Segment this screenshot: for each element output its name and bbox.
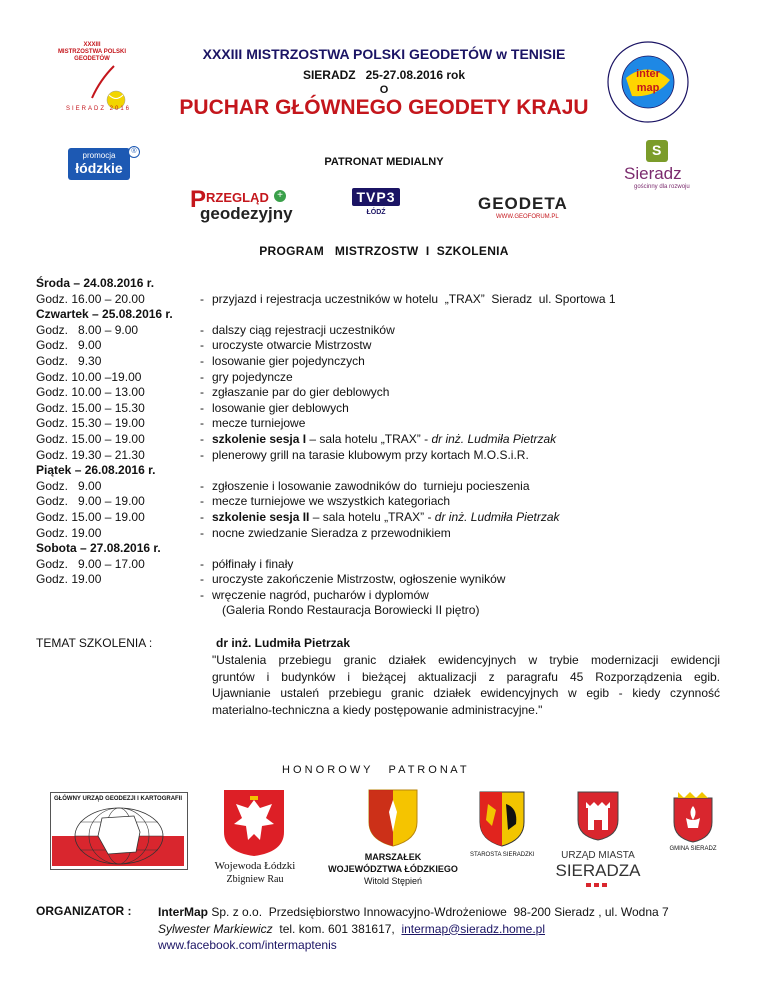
time-slot: Godz. 15.00 – 15.30	[36, 400, 145, 415]
tournament-logo-bottom: SIERADZ 2016	[66, 106, 132, 112]
sieradz-logo-tagline: gościnny dla rozwoju	[634, 184, 690, 190]
activity: losowanie gier pojedynczych	[212, 353, 365, 368]
temat-body	[212, 652, 720, 718]
session-label: szkolenie sesja II	[212, 509, 310, 524]
time-slot: Godz. 15.00 – 19.00	[36, 509, 145, 524]
activity: mecze turniejowe we wszystkich kategoriach	[212, 494, 451, 509]
starosta-logo	[470, 790, 534, 870]
activity: nocne zwiedzanie Sieradza z przewodnikiem	[212, 525, 451, 540]
wojewoda-title: Wojewoda Łódzki	[214, 860, 296, 872]
przeglad-line2: geodezyjny	[200, 204, 293, 223]
session-lecturer: dr inż. Ludmiła Pietrzak	[431, 431, 557, 446]
time-slot: Godz. 16.00 – 20.00	[36, 291, 145, 306]
temat-line: Ujawnianie ustaleń przebiegu granic działek ewidencyjnych w egib - kiedy czynność	[212, 686, 720, 700]
activity: uroczyste zakończenie Mistrzostw, ogłoszenie wyników	[212, 572, 506, 587]
temat-line: "Ustalenia przebiegu granic działek ewidencyjnych w trybie modernizacji ewidencji	[212, 653, 720, 667]
promocja-lodzkie-logo: ® promocja łódzkie	[68, 148, 140, 182]
activity: losowanie gier deblowych	[212, 400, 349, 415]
day-heading: Piątek – 26.08.2016 r.	[36, 463, 156, 478]
session-venue: – sala hotelu „TRAX” -	[306, 431, 432, 446]
temat-line: gruntów i budynków i bieżącej aktualizacji z paragrafu 45 Rozporządzenia egib.	[212, 669, 720, 684]
intermap-logo	[606, 40, 690, 124]
geodeta-url: WWW.GEOFORUM.PL	[496, 214, 559, 220]
geodeta-name: GEODETA	[478, 194, 568, 213]
urzad-miasta-logo	[548, 790, 648, 890]
time-slot: Godz. 10.00 –19.00	[36, 369, 142, 384]
cup-title: PUCHAR GŁÓWNEGO GEODETY KRAJU	[179, 96, 589, 119]
session-lecturer: dr inż. Ludmiła Pietrzak	[434, 509, 560, 524]
intermap-logo-text1: inter	[636, 68, 660, 80]
time-slot: Godz. 9.30	[36, 353, 102, 368]
time-slot: Godz. 9.00 – 17.00	[36, 556, 145, 571]
activity: plenerowy grill na tarasie klubowym przy kortach M.O.S.i.R.	[212, 447, 529, 462]
activity: przyjazd i rejestracja uczestników w hotelu „TRAX” Sieradz ul. Sportowa 1	[212, 291, 616, 306]
honorowy-patronat-heading: H O N O R O W Y P A T R O N A T	[282, 764, 467, 776]
organizator-company: InterMap	[158, 905, 209, 919]
activity: zgłaszanie par do gier deblowych	[212, 385, 390, 400]
time-slot: Godz. 9.00 – 19.00	[36, 494, 145, 509]
time-slot: Godz. 9.00	[36, 478, 102, 493]
activity: zgłoszenie i losowanie zawodników do turnieju pocieszenia	[212, 478, 530, 493]
event-o: O	[379, 84, 389, 96]
geodeta-logo	[478, 194, 578, 224]
sieradz-logo: S Sieradz gościnny dla rozwoju	[624, 142, 690, 190]
organizator-phone: tel. kom. 601 381617,	[272, 921, 402, 936]
program-title: PROGRAM MISTRZOSTW I SZKOLENIA	[259, 244, 509, 258]
wojewoda-name: Zbigniew Rau	[226, 874, 284, 885]
organizator-details	[158, 904, 748, 954]
gmina-sieradz-logo	[660, 790, 726, 860]
temat-author: dr inż. Ludmiła Pietrzak	[216, 636, 351, 650]
gugik-logo	[50, 792, 188, 870]
time-slot: Godz. 19.00	[36, 525, 102, 540]
time-slot: Godz. 15.00 – 19.00	[36, 431, 145, 446]
tvp3-city: ŁÓDŹ	[366, 209, 386, 216]
organizator-label: ORGANIZATOR :	[36, 904, 132, 918]
event-title: XXXIII MISTRZOSTWA POLSKI GEODETÓW w TENISIE	[202, 46, 566, 62]
day-heading: Czwartek – 25.08.2016 r.	[36, 307, 173, 322]
przeglad-line1: RZEGLĄD	[206, 190, 269, 205]
facebook-link[interactable]: www.facebook.com/intermaptenis	[158, 938, 337, 952]
organizator-company-details: Sp. z o.o. Przedsiębiorstwo Innowacyjno-Wdrożeniowe 98-200 Sieradz , ul. Wodna 7	[208, 905, 669, 919]
time-slot: Godz. 19.00	[36, 572, 102, 587]
time-slot: Godz. 10.00 – 13.00	[36, 385, 145, 400]
tournament-logo	[52, 40, 148, 120]
activity: dalszy ciąg rejestracji uczestników	[212, 322, 395, 337]
urzad-line2: SIERADZA	[555, 861, 641, 880]
tvp3-lodz-logo	[348, 188, 412, 228]
session-label: szkolenie sesja I	[212, 431, 307, 446]
activity-venue: (Galeria Rondo Restauracja Borowiecki II piętro)	[222, 603, 480, 618]
organizator-person: Sylwester Markiewicz	[158, 921, 273, 936]
temat-label: TEMAT SZKOLENIA :	[36, 636, 153, 650]
time-slot: Godz. 9.00	[36, 338, 102, 353]
activity: wręczenie nagród, pucharów i dyplomów	[212, 587, 429, 602]
schedule-times	[36, 276, 206, 588]
marszalek-name: Witold Stępień	[363, 876, 423, 886]
intermap-logo-text2: map	[636, 82, 660, 94]
activity: półfinały i finały	[212, 556, 294, 571]
tournament-logo-line1: XXXIII	[83, 42, 101, 48]
marszalek-logo	[318, 788, 468, 892]
tournament-logo-line3: GEODETÓW	[74, 56, 110, 62]
time-slot: Godz. 15.30 – 19.00	[36, 416, 145, 431]
temat-line: materialno-techniczna a kiedy postępowanie administracyjne."	[212, 702, 543, 717]
przeglad-geodezyjny-logo: P RZEGLĄD + geodezyjny	[190, 186, 293, 223]
promocja-small: promocja	[82, 151, 116, 160]
urzad-line1: URZĄD MIASTA	[561, 850, 635, 861]
day-heading: Sobota – 27.08.2016 r.	[36, 541, 161, 556]
promocja-big: łódzkie	[75, 160, 123, 176]
organizator-email-link[interactable]: intermap@sieradz.home.pl	[401, 921, 546, 936]
patronat-medialny-heading: PATRONAT MEDIALNY	[324, 156, 444, 168]
starosta-name: STAROSTA SIERADZKI	[470, 852, 535, 858]
time-slot: Godz. 19.30 – 21.30	[36, 447, 145, 462]
gugik-name: GŁÓWNY URZĄD GEODEZJI I KARTOGRAFII	[53, 796, 183, 802]
activity: uroczyste otwarcie Mistrzostw	[212, 338, 372, 353]
tvp3-name: TVP3	[356, 189, 396, 205]
marszalek-line1: MARSZAŁEK	[364, 852, 422, 862]
schedule-activities: - przyjazd i rejestracja uczestników w hotelu „TRAX” Sieradz ul. Sportowa 1 - dalszy ciąg rejestracji uczestników - uroczyste otwarcie Mistrzostw - losowanie gier pojedynczych - gry pojedyncze - zgłaszanie par do gier deblowych - losowanie gier deblowych - mecze turniejowe - szkolenie sesja I – sala hotelu „TRAX” - dr inż. Ludmiła Pietrzak - plenerowy grill na tarasie klubowym przy kortach M.O.S.i.R. - zgłoszenie i losowanie zawodników do turnieju pocieszenia - mecze turniejowe we wszystkich kategoriach - szkolenie sesja II – sala hotelu „TRAX” - dr inż. Ludmiła Pietrzak - nocne zwiedzanie Sieradza z przewodnikiem - półfinały i finały - uroczyste zakończenie Mistrzostw, ogłoszenie wyników - wręczenie nagród, pucharów i dyplomów (Galeria Rondo Restauracja Borowiecki II piętro)	[200, 291, 616, 618]
activity: mecze turniejowe	[212, 416, 306, 431]
time-slot: Godz. 8.00 – 9.00	[36, 322, 139, 337]
gmina-name: GMINA SIERADZ	[669, 846, 717, 852]
wojewoda-logo	[200, 788, 310, 888]
day-heading: Środa – 24.08.2016 r.	[36, 276, 155, 290]
tournament-logo-line2: MISTRZOSTWA POLSKI	[57, 49, 127, 55]
activity: gry pojedyncze	[212, 369, 293, 384]
session-venue: – sala hotelu „TRAX” -	[309, 509, 435, 524]
marszalek-line2: WOJEWÓDZTWA ŁÓDZKIEGO	[328, 864, 458, 874]
sieradz-logo-name: Sieradz	[624, 164, 682, 183]
event-place-dates: SIERADZ 25-27.08.2016 rok	[302, 68, 466, 82]
